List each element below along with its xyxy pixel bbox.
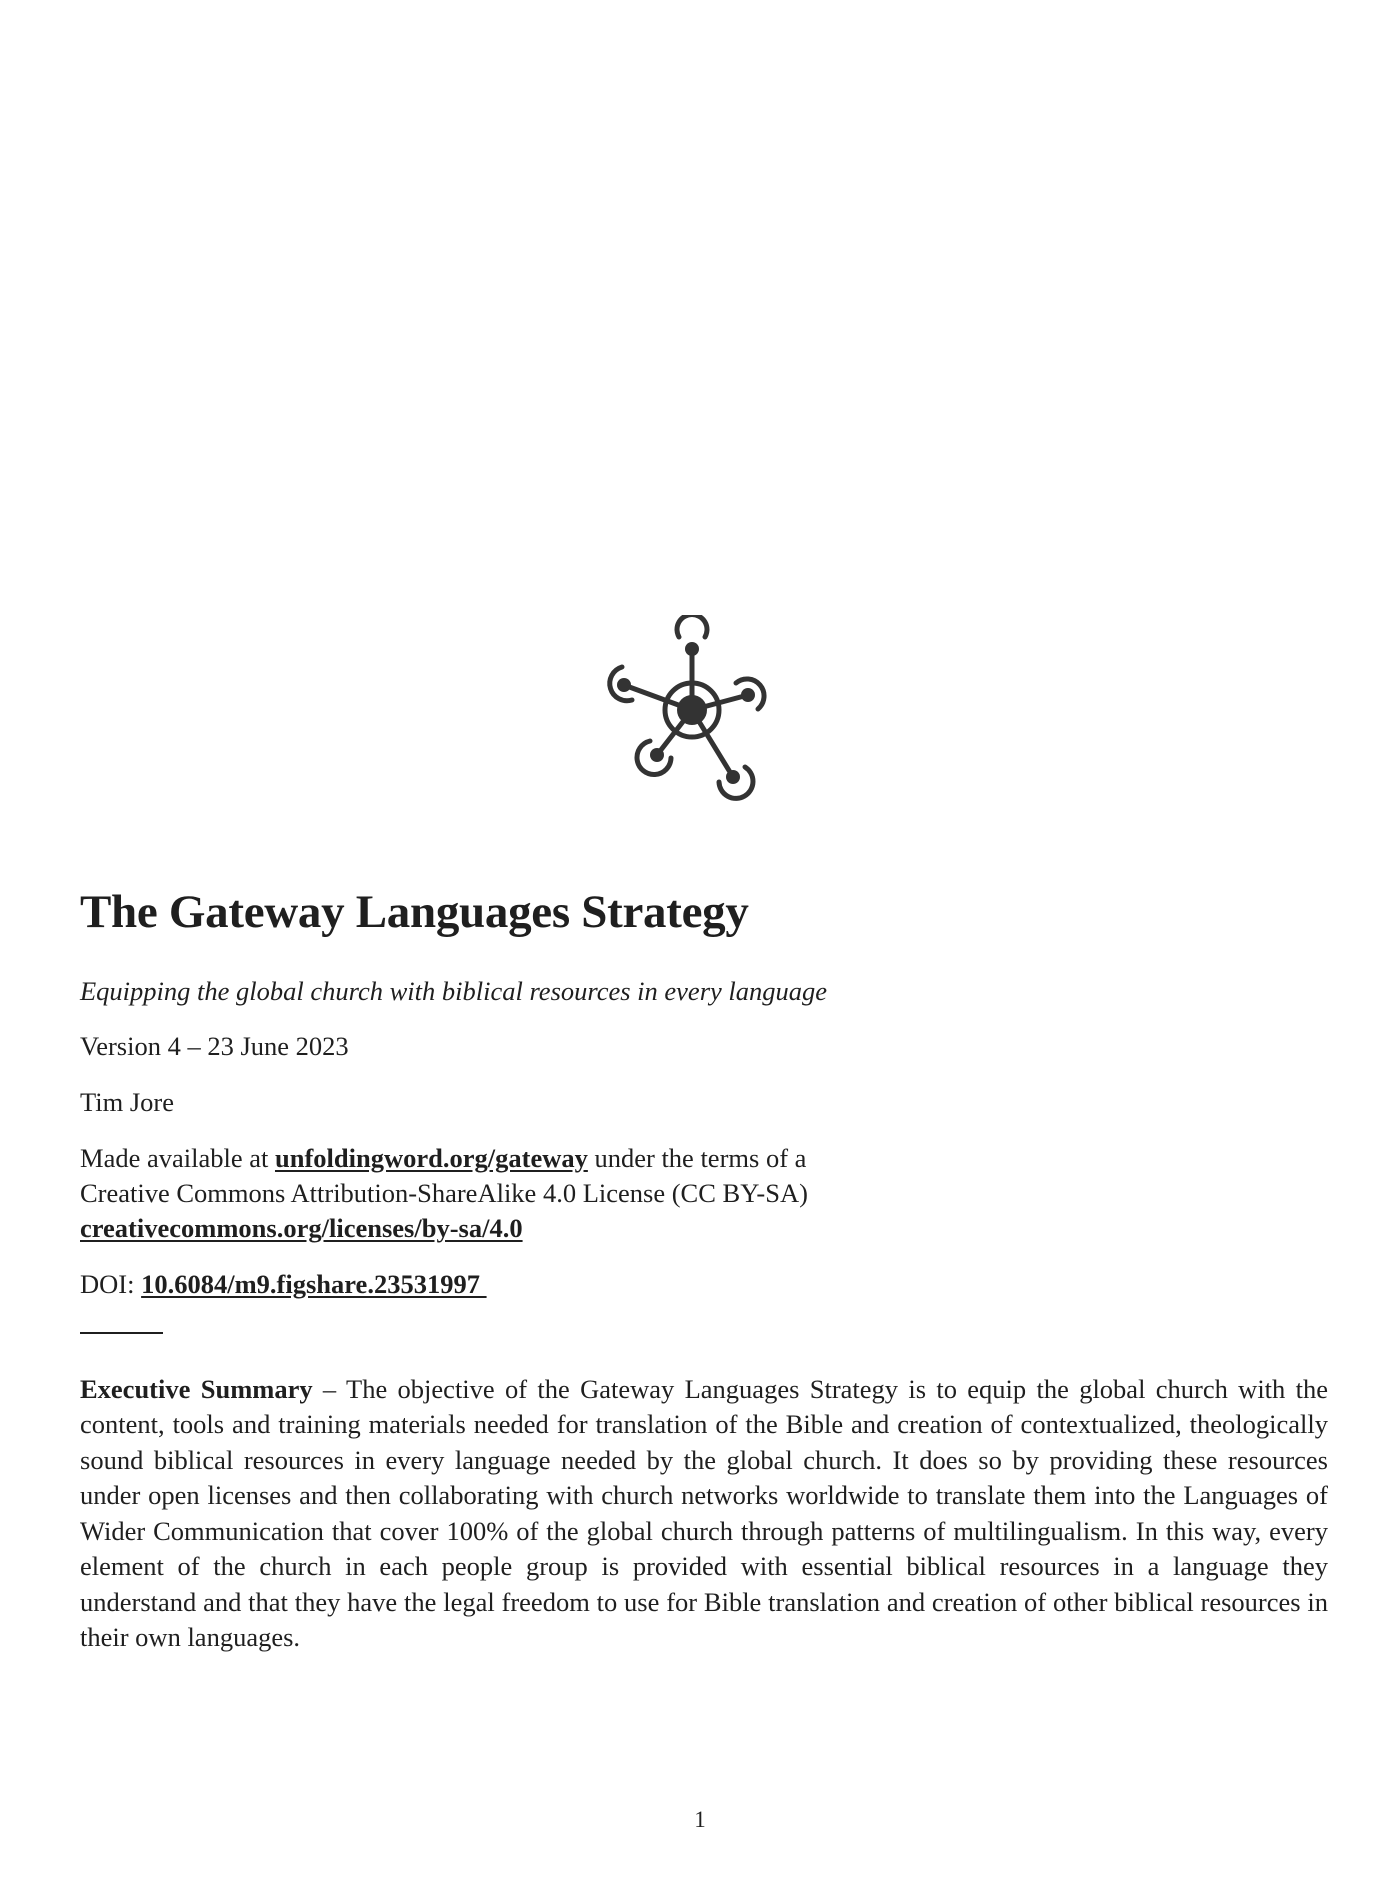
version-line: Version 4 – 23 June 2023 bbox=[80, 1030, 349, 1061]
page-number: 1 bbox=[694, 1807, 706, 1832]
summary-heading: Executive Summary bbox=[80, 1373, 313, 1404]
license-notice bbox=[80, 1141, 1328, 1246]
license-name: Creative Commons Attribution-ShareAlike 4.0 License (CC BY-SA) bbox=[80, 1177, 808, 1208]
doi-line bbox=[80, 1267, 1328, 1302]
document-subtitle: Equipping the global church with biblical resources in every language bbox=[80, 976, 828, 1007]
doi-label: DOI: bbox=[80, 1268, 142, 1299]
summary-text: – The objective of the Gateway Languages Strategy is to equip the global church with the content, tools and training materials needed for translation of the Bible and creation of contextualized, theologically sound biblical resources in every language needed by the global church. It does so by providing these resources under open licenses and then collaborating with church networks worldwide to translate them into the Languages of Wider Communication that cover 100% of the global church through patterns of multilingualism. In this way, every element of the church in each people group is provided with essential biblical resources in a language they understand and that they have the legal freedom to use for Bible translation and creation of other biblical resources in their own languages. bbox=[80, 1373, 1328, 1653]
network-nodes-icon bbox=[598, 615, 782, 805]
gateway-link[interactable]: unfoldingword.org/gateway bbox=[274, 1142, 588, 1173]
doi-link[interactable]: 10.6084/m9.figshare.23531997 bbox=[141, 1268, 487, 1299]
section-divider bbox=[80, 1332, 163, 1334]
author-name: Tim Jore bbox=[80, 1086, 175, 1117]
license-middle: under the terms of a bbox=[587, 1142, 807, 1173]
executive-summary bbox=[80, 1372, 1328, 1656]
license-link[interactable]: creativecommons.org/licenses/by-sa/4.0 bbox=[80, 1212, 523, 1243]
license-prefix: Made available at bbox=[80, 1142, 275, 1173]
document-title: The Gateway Languages Strategy bbox=[80, 886, 749, 938]
document-body bbox=[80, 885, 1328, 1682]
